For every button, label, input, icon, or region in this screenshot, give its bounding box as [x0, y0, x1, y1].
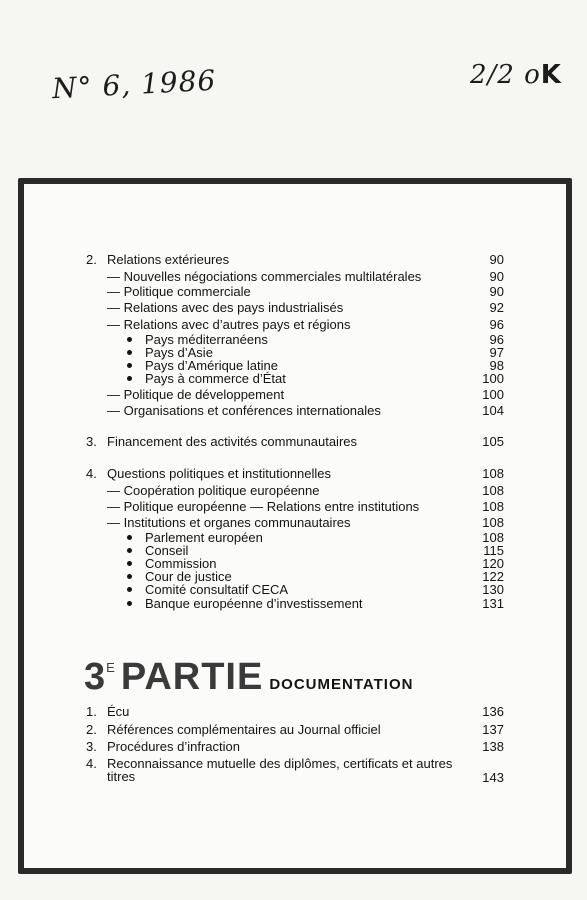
toc-entry-title: Pays d’Amérique latine	[145, 358, 278, 373]
toc-entry-title: Conseil	[145, 543, 189, 558]
toc-entry-title: Comité consultatif CECA	[145, 582, 289, 597]
bullet-icon	[127, 337, 132, 342]
toc-entry-page: 90	[489, 252, 504, 267]
toc-entry-page: 96	[489, 332, 504, 347]
toc-entry-page: 98	[489, 358, 504, 373]
part-heading	[84, 656, 413, 699]
toc-entry-page: 90	[489, 269, 504, 284]
documentation-entry-page: 138	[482, 739, 504, 754]
bullet-icon	[127, 574, 132, 579]
toc-entry-title: — Relations avec des pays industrialisés	[107, 300, 344, 315]
toc-entry-page: 108	[482, 499, 504, 514]
toc-entry-page: 100	[482, 387, 504, 402]
documentation-entry-number: 1.	[86, 704, 97, 719]
toc-entry-page: 100	[482, 371, 504, 386]
documentation-entry-number: 4.	[86, 756, 97, 771]
toc-entry-page: 90	[489, 284, 504, 299]
documentation-entry-title: Procédures d’infraction	[107, 739, 240, 754]
documentation-entry-number: 3.	[86, 739, 97, 754]
bullet-icon	[127, 601, 132, 606]
toc-entry-page: 96	[489, 317, 504, 332]
toc-entry-number: 4.	[86, 466, 97, 481]
bullet-icon	[127, 535, 132, 540]
bullet-icon	[127, 561, 132, 566]
toc-entry-page: 115	[483, 543, 504, 558]
part-word: PARTIE	[120, 656, 264, 698]
toc-entry-title: Cour de justice	[145, 569, 232, 584]
documentation-entry-page: 136	[482, 704, 504, 719]
toc-entry-page: 131	[482, 596, 504, 611]
bullet-icon	[127, 350, 132, 355]
documentation-entry-page: 137	[482, 722, 504, 737]
toc-entry-page: 108	[482, 466, 504, 481]
documentation-entry-number: 2.	[86, 722, 97, 737]
bullet-icon	[127, 548, 132, 553]
toc-entry-page: 130	[482, 582, 504, 597]
toc-entry-page: 92	[489, 300, 504, 315]
toc-entry-title: — Politique européenne — Relations entre institutions	[107, 499, 420, 514]
part-number: 3	[84, 656, 107, 698]
toc-entry-page: 105	[482, 434, 504, 449]
toc-entry-page: 108	[482, 483, 504, 498]
toc-entry-title: Pays à commerce d’État	[145, 371, 286, 386]
handwritten-ok-prefix: 2/2 o	[470, 60, 541, 90]
documentation-entry-title: Reconnaissance mutuelle des diplômes, certificats et autres	[107, 756, 453, 771]
toc-entry-title: Parlement européen	[145, 530, 263, 545]
toc-entry-page: 120	[482, 556, 504, 571]
toc-entry-title: — Coopération politique européenne	[107, 483, 320, 498]
toc-entry-title: — Politique commerciale	[107, 284, 251, 299]
bullet-icon	[127, 376, 132, 381]
toc-entry-title: Banque européenne d’investissement	[145, 596, 363, 611]
toc-entry-title: Pays méditerranéens	[145, 332, 268, 347]
toc-entry-page: 104	[482, 403, 504, 418]
toc-entry-title: Financement des activités communautaires	[107, 434, 358, 449]
part-subtitle: DOCUMENTATION	[269, 676, 414, 693]
documentation-entry-title: Références complémentaires au Journal officiel	[107, 722, 381, 737]
toc-entry-title: — Politique de développement	[107, 387, 285, 402]
toc-entry-page: 97	[489, 345, 504, 360]
toc-entry-page: 108	[482, 530, 504, 545]
handwritten-ok-note	[470, 60, 562, 90]
toc-entry-number: 2.	[86, 252, 97, 267]
toc-entry-title: — Relations avec d’autres pays et régions	[107, 317, 351, 332]
toc-entry-title: — Nouvelles négociations commerciales multilatérales	[107, 269, 422, 284]
handwritten-ok-k: K	[540, 60, 562, 90]
toc-entry-number: 3.	[86, 434, 97, 449]
toc-entry-title: — Institutions et organes communautaires	[107, 515, 351, 530]
handwritten-issue-note: N° 6, 1986	[51, 63, 218, 106]
documentation-entry-title-continuation: titres	[107, 769, 136, 784]
bullet-icon	[127, 363, 132, 368]
bullet-icon	[127, 587, 132, 592]
toc-entry-title: — Organisations et conférences internationales	[107, 403, 381, 418]
toc-entry-page: 122	[482, 569, 504, 584]
toc-entry-title: Relations extérieures	[107, 252, 230, 267]
toc-entry-page: 108	[482, 515, 504, 530]
documentation-entry-title: Écu	[107, 704, 130, 719]
toc-entry-title: Questions politiques et institutionnelles	[107, 466, 332, 481]
part-number-superscript: E	[106, 660, 115, 675]
toc-entry-title: Pays d’Asie	[145, 345, 213, 360]
toc-entry-title: Commission	[145, 556, 217, 571]
documentation-entry-page: 143	[482, 770, 504, 785]
